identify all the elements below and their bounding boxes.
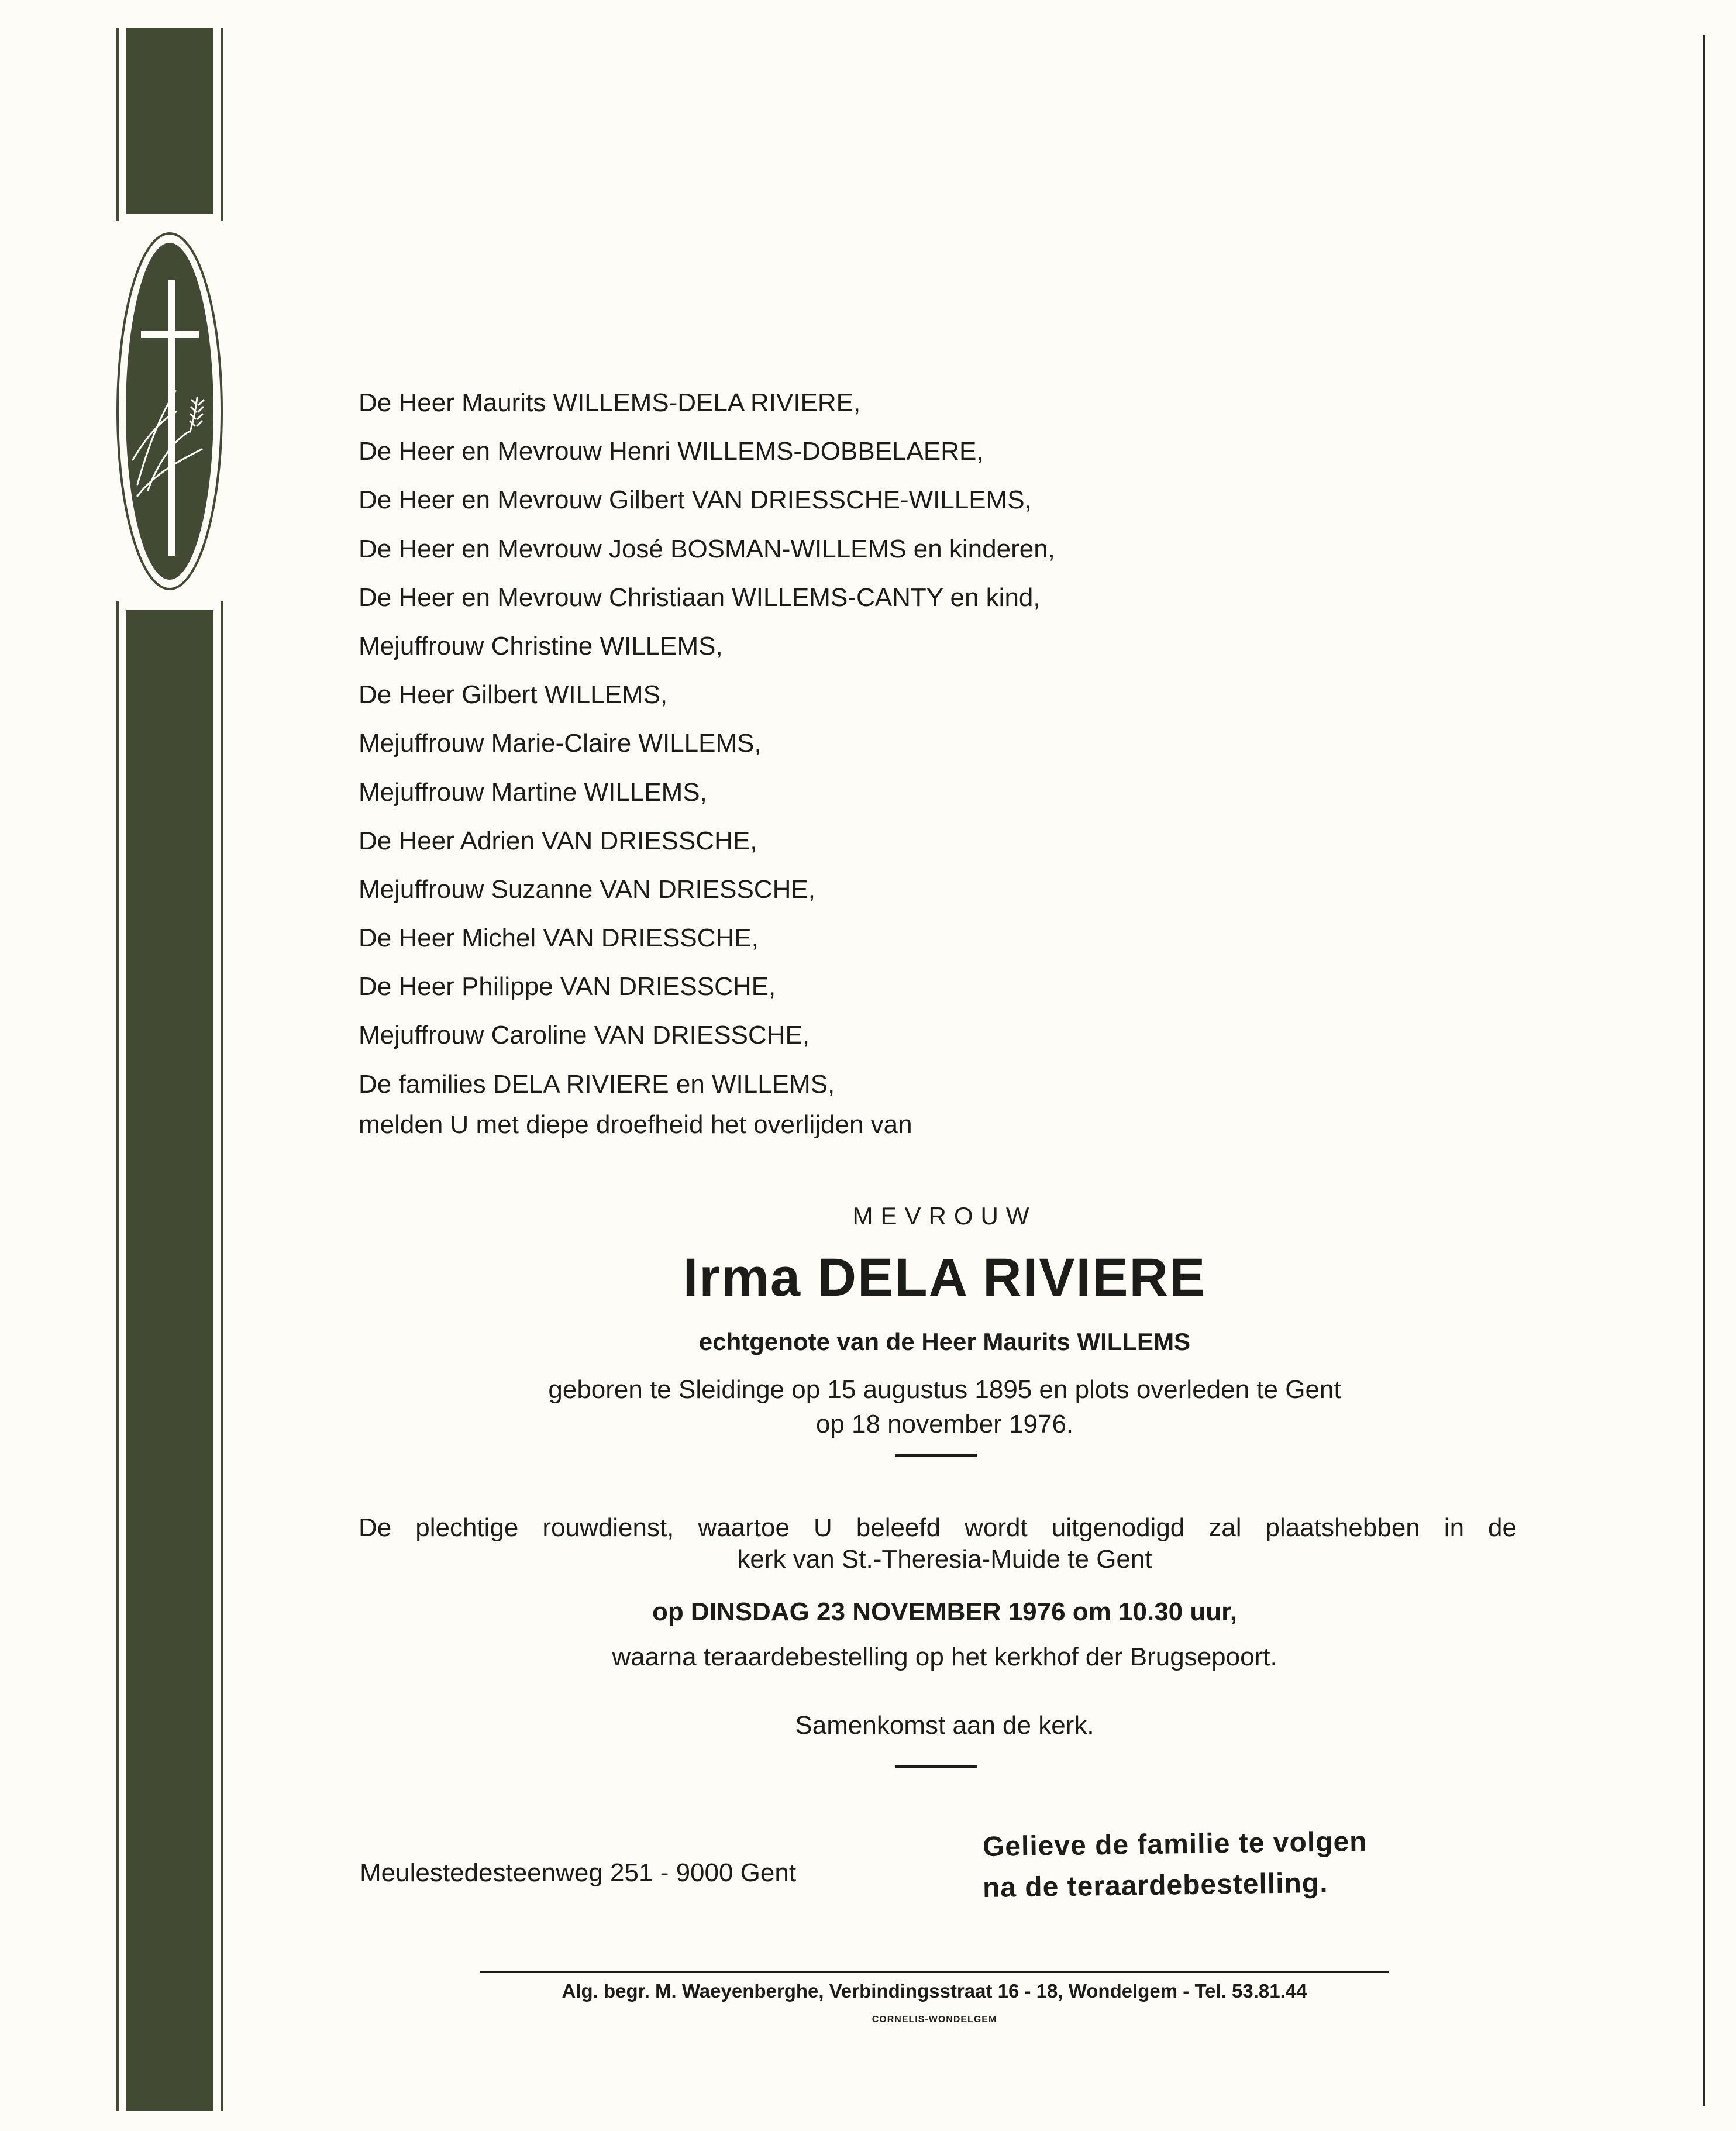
deceased-name: Irma DELA RIVIERE [683,1248,1207,1307]
survivor-line: De Heer en Mevrouw José BOSMAN-WILLEMS en kinderen, [359,534,1055,563]
announcement-text: melden U met diepe droefheid het overlijden van [359,1110,912,1139]
birth-death-line-1: geboren te Sleidinge op 15 augustus 1895 en plots overleden te Gent [548,1375,1341,1404]
border-band-bottom [116,601,119,2111]
printer-rule [480,1971,1389,1973]
survivor-line: De Heer Gilbert WILLEMS, [359,680,668,710]
survivor-line: Mejuffrouw Caroline VAN DRIESSCHE, [359,1021,810,1050]
divider-1 [895,1454,977,1457]
survivor-line: De Heer Michel VAN DRIESSCHE, [359,924,759,953]
page-edge [1703,35,1705,2106]
survivor-line: De Heer Maurits WILLEMS-DELA RIVIERE, [359,388,861,417]
divider-2 [895,1765,977,1768]
service-church: kerk van St.-Theresia-Muide te Gent [737,1545,1152,1574]
survivors-list [359,386,1055,1116]
service-invitation: De plechtige rouwdienst, waartoe U beleefd wordt uitgenodigd zal plaatshebben in de [359,1513,1517,1542]
burial-location: waarna teraardebestelling op het kerkhof der Brugsepoort. [612,1643,1277,1671]
follow-family-line-1: Gelieve de familie te volgen [982,1826,1368,1863]
survivor-line: Mejuffrouw Suzanne VAN DRIESSCHE, [359,875,815,904]
follow-family-line-2: na de teraardebestelling. [982,1867,1328,1903]
survivor-line: De Heer Philippe VAN DRIESSCHE, [359,972,776,1001]
family-address: Meulestedesteenweg 251 - 9000 Gent [360,1858,797,1887]
gathering-note: Samenkomst aan de kerk. [795,1711,1094,1740]
service-date: op DINSDAG 23 NOVEMBER 1976 om 10.30 uur, [652,1598,1238,1626]
survivor-line: De Heer Adrien VAN DRIESSCHE, [359,826,757,855]
survivor-line: Mejuffrouw Marie-Claire WILLEMS, [359,729,762,758]
survivor-line: Mejuffrouw Christine WILLEMS, [359,631,723,660]
birth-death-line-2: op 18 november 1976. [815,1410,1074,1438]
printer-credit: Alg. begr. M. Waeyenberghe, Verbindingsstraat 16 - 18, Wondelgem - Tel. 53.81.44 [562,1980,1307,2002]
deceased-title: MEVROUW [852,1202,1037,1230]
survivor-line: Mejuffrouw Martine WILLEMS, [359,777,707,807]
print-maker: CORNELIS-WONDELGEM [872,2015,997,2025]
border-band-top [116,28,119,221]
survivor-line: De Heer en Mevrouw Gilbert VAN DRIESSCHE-WILLEMS, [359,486,1032,515]
survivor-line: De Heer en Mevrouw Henri WILLEMS-DOBBELAERE, [359,437,984,466]
survivor-line: De Heer en Mevrouw Christiaan WILLEMS-CANTY en kind, [359,583,1041,612]
deceased-spouse: echtgenote van de Heer Maurits WILLEMS [698,1328,1191,1355]
survivor-line: De families DELA RIVIERE en WILLEMS, [359,1069,835,1099]
mourning-border [114,28,225,2111]
